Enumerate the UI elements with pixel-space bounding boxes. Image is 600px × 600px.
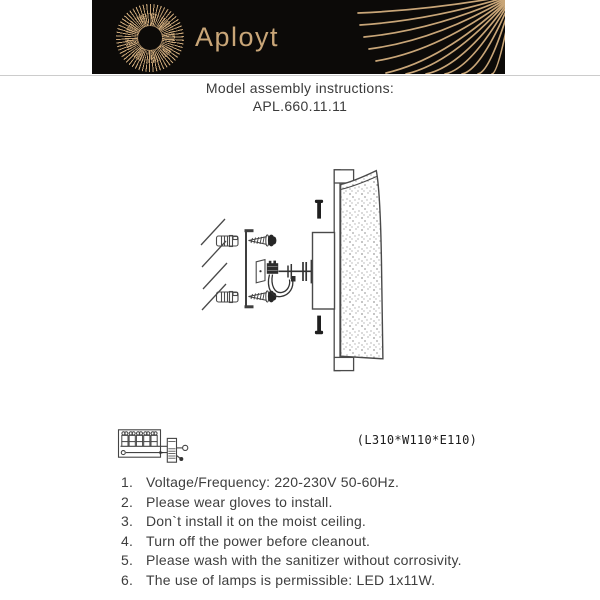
instruction-text: Don`t install it on the moist ceiling. <box>146 513 367 530</box>
wire-arrow <box>160 451 165 454</box>
instruction-number: 2. <box>121 493 134 510</box>
instruction-number: 3. <box>121 513 134 530</box>
instruction-list <box>121 473 531 591</box>
instruction-number: 5. <box>121 552 134 569</box>
instruction-number: 6. <box>121 571 134 588</box>
ground-dot <box>179 457 183 461</box>
screw-top <box>249 235 277 247</box>
wall-hatching <box>201 219 227 310</box>
page-title: Model assembly instructions: <box>205 80 395 96</box>
dimensions-label: (L310*W110*E110) <box>356 433 478 447</box>
assembly-diagram <box>150 150 412 390</box>
instruction-number: 1. <box>121 474 134 490</box>
threaded-rod <box>279 260 314 284</box>
wall-anchor-bottom <box>217 292 239 303</box>
bolt-top <box>315 200 323 219</box>
connector-block <box>267 261 278 274</box>
wire-loop <box>268 275 292 297</box>
instruction-item <box>121 551 531 571</box>
junction-box <box>313 233 335 310</box>
instruction-text: Please wash with the sanitizer without corrosivity. <box>146 552 462 569</box>
brand-banner <box>92 0 505 74</box>
instruction-item <box>121 493 531 513</box>
instruction-text: The use of lamps is permissible: LED 1x11W. <box>146 571 436 588</box>
lamp-circle <box>183 445 188 450</box>
screw-bottom <box>249 291 277 303</box>
divider <box>0 75 600 76</box>
instruction-item <box>121 473 531 493</box>
wiring-diagram <box>100 424 200 468</box>
ceiling-plate <box>256 260 265 283</box>
brand-logotype: Aployt <box>195 21 280 52</box>
instruction-item <box>121 512 531 532</box>
lamp-shade <box>341 171 383 359</box>
instruction-item <box>121 571 531 591</box>
rays-fan-icon <box>92 0 505 74</box>
instruction-item <box>121 532 531 552</box>
bolt-bottom <box>315 316 323 335</box>
instruction-text: Please wear gloves to install. <box>146 493 333 510</box>
wall-anchor-top <box>217 236 239 247</box>
model-number: APL.660.11.11 <box>252 98 348 114</box>
instruction-number: 4. <box>121 532 134 549</box>
instruction-text: Turn off the power before cleanout. <box>146 532 371 549</box>
instruction-text: Voltage/Frequency: 220-230V 50-60Hz. <box>146 474 400 490</box>
